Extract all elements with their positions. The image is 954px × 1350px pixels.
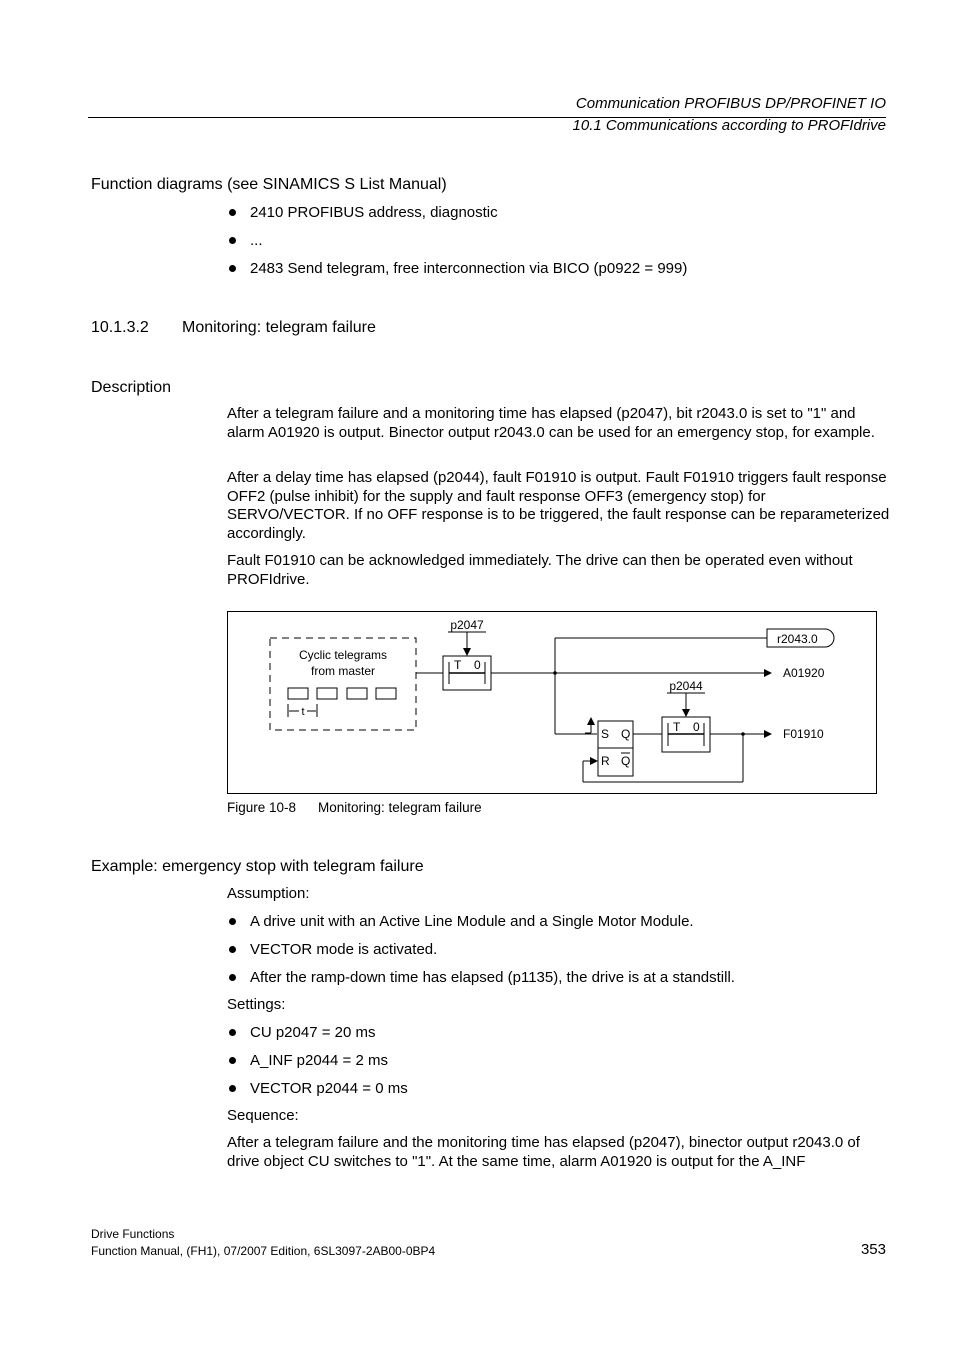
- list-item: VECTOR p2044 = 0 ms: [227, 1080, 408, 1108]
- p2047-label: p2047: [450, 618, 484, 632]
- cyclic-telegram-label-2: from master: [310, 664, 376, 678]
- settings-label: Settings:: [227, 996, 286, 1013]
- telegram-block: [376, 688, 396, 699]
- ff-qbar-label: Q: [621, 754, 631, 768]
- section-number: 10.1.3.2: [91, 319, 149, 336]
- ff-s-label: S: [601, 727, 610, 741]
- footer-title: Drive Functions: [91, 1227, 175, 1241]
- p2044-label: p2044: [669, 679, 703, 693]
- sequence-paragraph: After a telegram failure and the monitoring time has elapsed (p2047), binector output r2043.0 of drive object CU switches to "1". At the same time, alarm A01920 is output for the A_INF: [227, 1134, 860, 1170]
- settings-list: [227, 1024, 408, 1108]
- description-paragraph-2: After a delay time has elapsed (p2044), fault F01910 is output. Fault F01910 triggers fault response OFF2 (pulse inhibit) for the supply and fault response OFF3 (emergency stop) for SERVO/VECTOR. If no OFF response is to be triggered, the fault response can be reparameterized accordingly.: [227, 469, 890, 542]
- f01910-label: F01910: [783, 727, 824, 741]
- bullet-icon: [229, 1029, 236, 1036]
- function-diagrams-list: [227, 204, 687, 288]
- monitoring-diagram: [227, 611, 877, 794]
- assumption-list: [227, 913, 735, 997]
- figure-number: Figure 10-8: [227, 800, 297, 815]
- list-item: A_INF p2044 = 2 ms: [227, 1052, 408, 1080]
- running-header-section: 10.1 Communications according to PROFIdrive: [572, 117, 886, 134]
- ff-q-label: Q: [621, 727, 631, 741]
- r2043-label: r2043.0: [777, 632, 818, 646]
- ff-r-label: R: [601, 754, 610, 768]
- list-item: 2483 Send telegram, free interconnection via BICO (p0922 = 999): [227, 260, 687, 288]
- bullet-icon: [229, 1085, 236, 1092]
- description-paragraph-3: Fault F01910 can be acknowledged immediately. The drive can then be operated even without PROFIdrive.: [227, 552, 853, 588]
- telegram-block: [288, 688, 308, 699]
- section-title: Monitoring: telegram failure: [182, 319, 376, 336]
- telegram-block: [347, 688, 367, 699]
- section-heading: [91, 319, 376, 337]
- figure-caption: [227, 800, 482, 815]
- bullet-icon: [229, 209, 236, 216]
- t-interval-label: t: [301, 706, 305, 718]
- list-item: After the ramp-down time has elapsed (p1135), the drive is at a standstill.: [227, 969, 735, 997]
- function-diagrams-heading: Function diagrams (see SINAMICS S List Manual): [91, 176, 447, 193]
- timer-t-label: T: [454, 658, 462, 672]
- list-item: A drive unit with an Active Line Module and a Single Motor Module.: [227, 913, 735, 941]
- list-item: 2410 PROFIBUS address, diagnostic: [227, 204, 687, 232]
- bullet-icon: [229, 974, 236, 981]
- assumption-label: Assumption:: [227, 885, 310, 902]
- description-paragraph-1: After a telegram failure and a monitoring time has elapsed (p2047), bit r2043.0 is set to "1" and alarm A01920 is output. Binector output r2043.0 can be used for an emergency stop, for example.: [227, 405, 875, 441]
- example-heading: Example: emergency stop with telegram failure: [91, 858, 424, 875]
- running-header-chapter: Communication PROFIBUS DP/PROFINET IO: [575, 95, 886, 112]
- bullet-icon: [229, 265, 236, 272]
- list-item: VECTOR mode is activated.: [227, 941, 735, 969]
- sequence-label: Sequence:: [227, 1107, 299, 1124]
- telegram-block: [317, 688, 337, 699]
- list-item: CU p2047 = 20 ms: [227, 1024, 408, 1052]
- a01920-label: A01920: [783, 666, 825, 680]
- figure-title: Monitoring: telegram failure: [318, 800, 482, 815]
- bullet-icon: [229, 1057, 236, 1064]
- cyclic-telegram-label-1: Cyclic telegrams: [298, 648, 388, 662]
- page-number: 353: [860, 1241, 886, 1258]
- bullet-icon: [229, 918, 236, 925]
- bullet-icon: [229, 237, 236, 244]
- footer-edition: Function Manual, (FH1), 07/2007 Edition, 6SL3097-2AB00-0BP4: [91, 1244, 436, 1258]
- timer2-zero-label: 0: [693, 720, 700, 734]
- bullet-icon: [229, 946, 236, 953]
- timer2-t-label: T: [673, 720, 681, 734]
- description-heading: Description: [91, 379, 172, 396]
- list-item: ...: [227, 232, 687, 260]
- timer-zero-label: 0: [474, 658, 481, 672]
